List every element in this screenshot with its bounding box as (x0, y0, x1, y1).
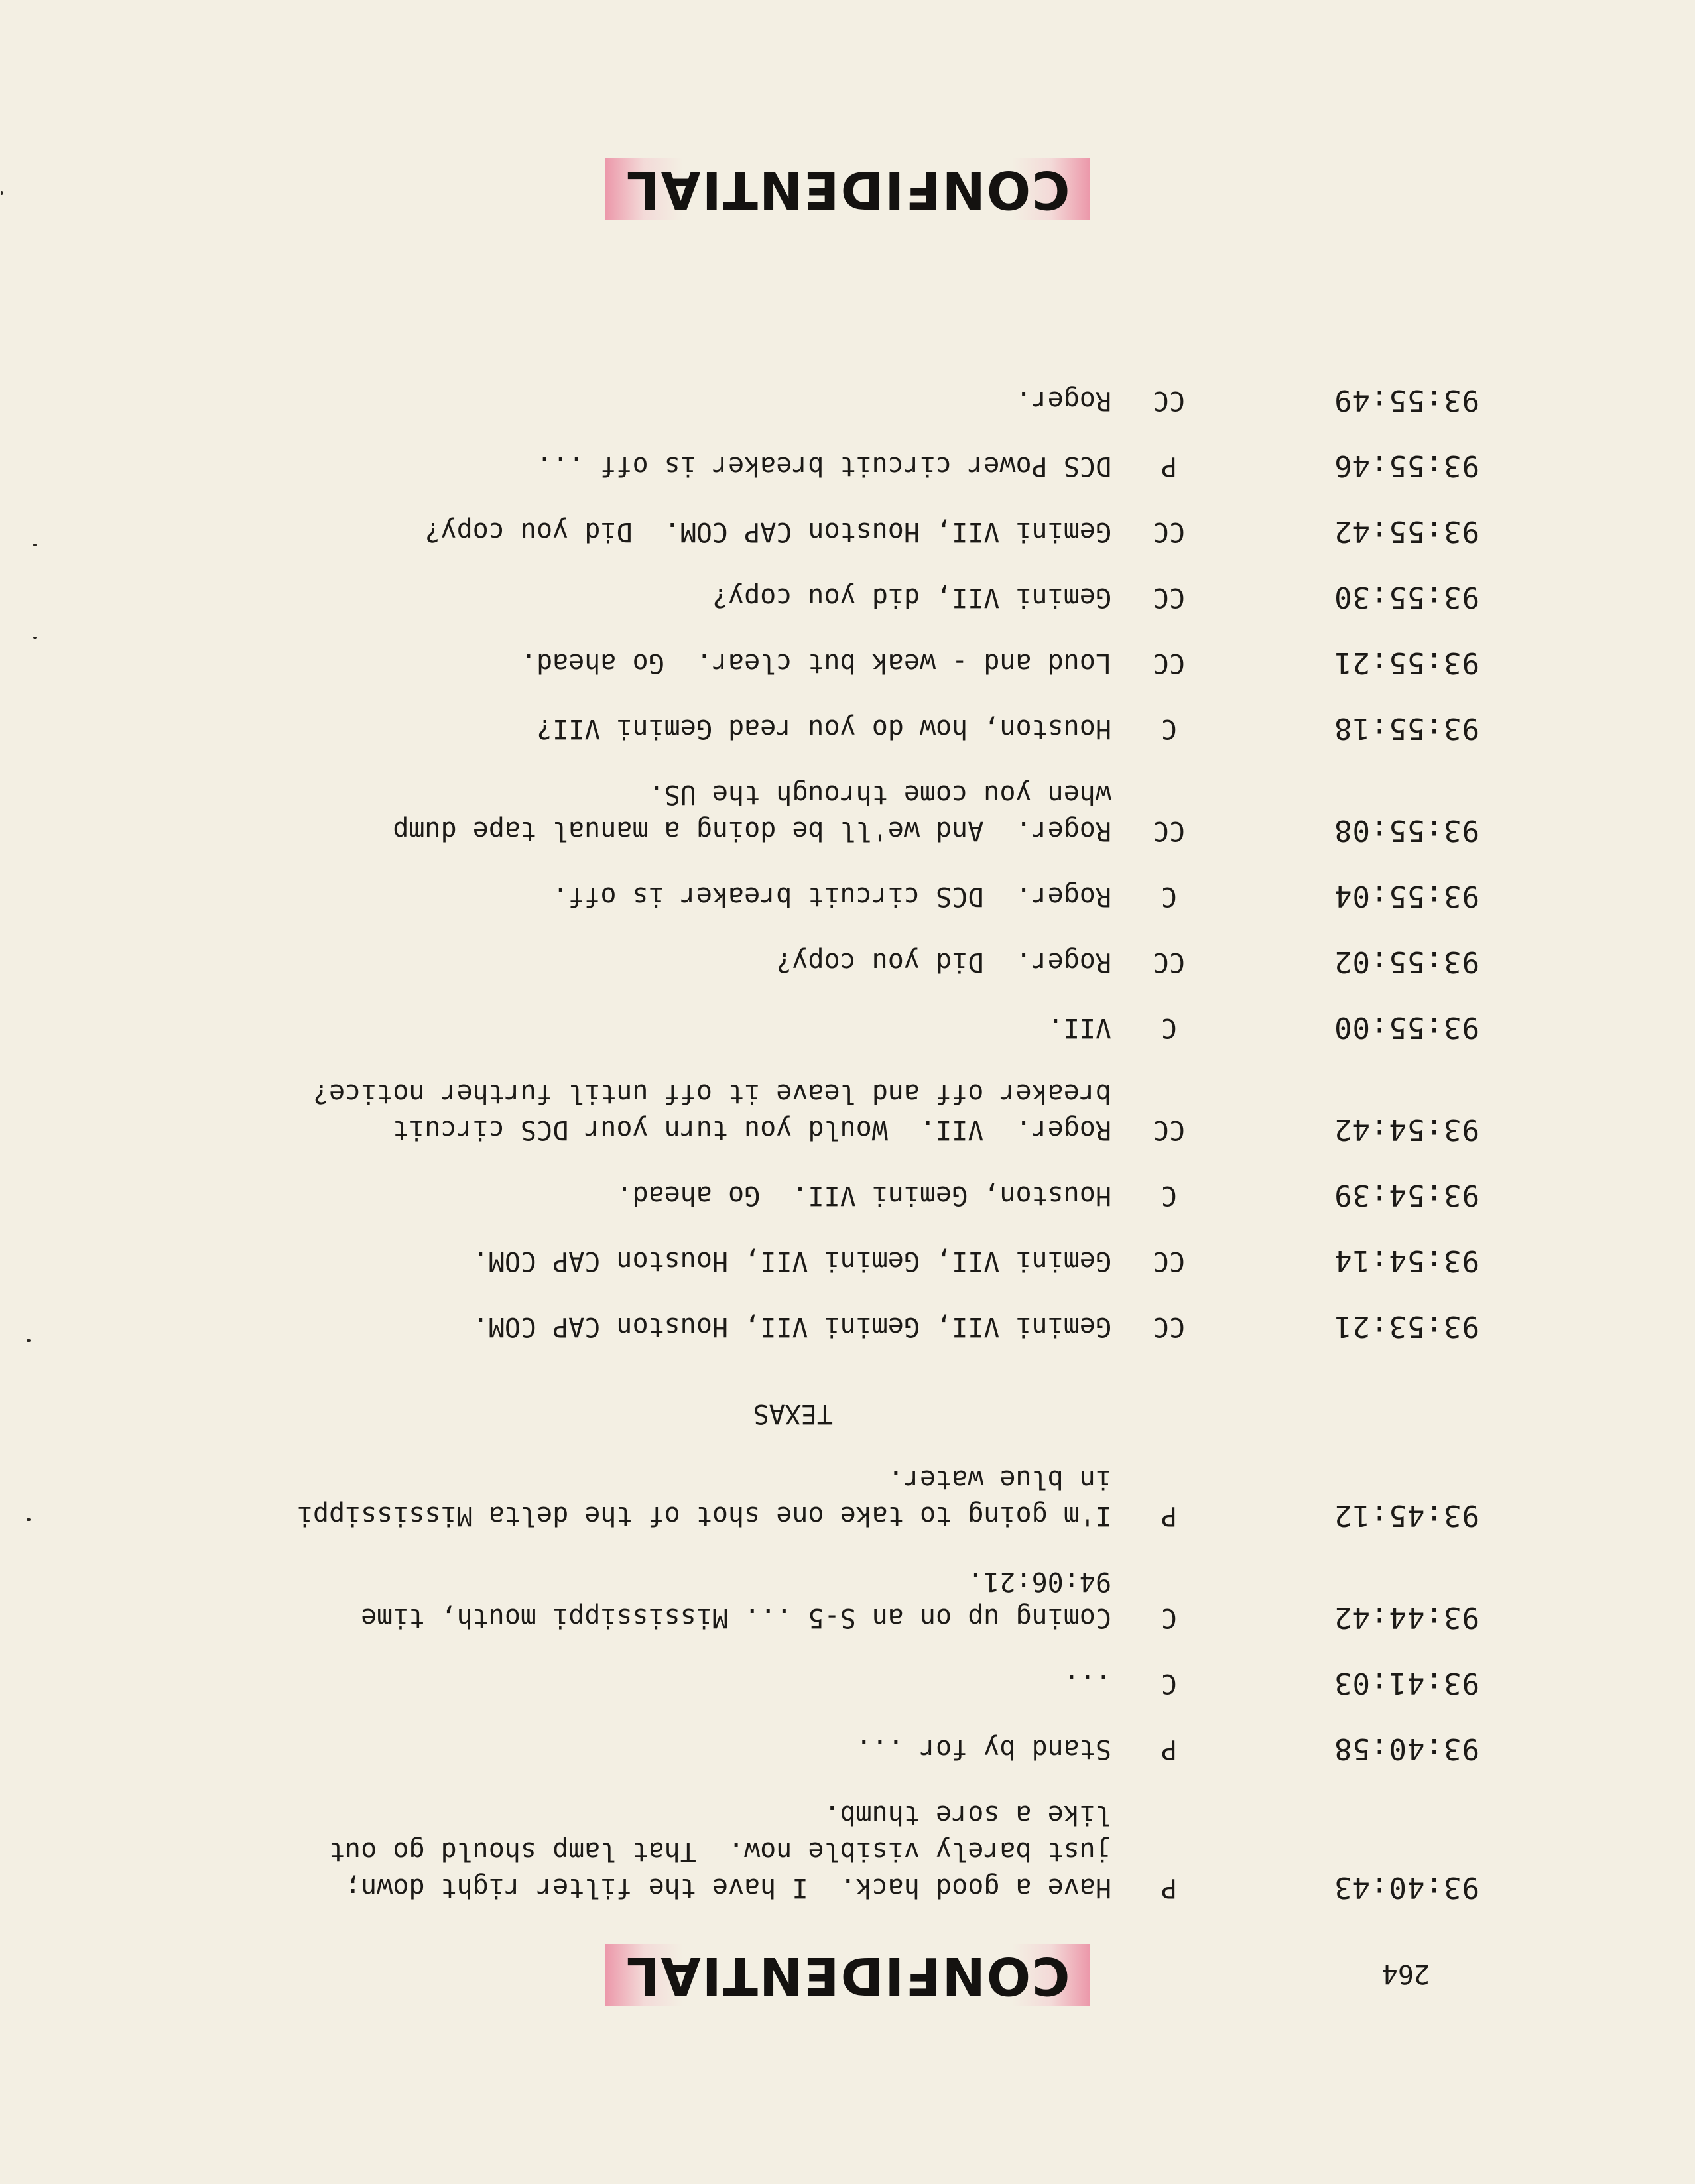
section-title: TEXAS (753, 1398, 833, 1429)
transcript (0, 353, 1695, 1906)
timestamp: 93:55:30 (1334, 580, 1479, 614)
timestamp: 93:55:00 (1334, 1010, 1479, 1044)
confidential-stamp-bottom (0, 158, 1695, 220)
timestamp: 93:55:46 (1334, 449, 1479, 483)
paper-speck (33, 544, 37, 546)
speaker-code: P (1161, 1872, 1178, 1903)
speaker-code: P (1161, 1500, 1178, 1531)
utterance: Roger. Did you copy? (776, 947, 1111, 977)
page-number: 264 (1381, 1959, 1430, 1989)
utterance: Roger. VII. Would you turn your DCS circuit breaker off and leave it off until further notice? (312, 1078, 1111, 1145)
speaker-code: C (1161, 1180, 1178, 1211)
speaker-code: C (1161, 1603, 1178, 1633)
timestamp: 93:44:42 (1334, 1601, 1479, 1634)
transcript-entry (0, 1177, 1695, 1213)
speaker-code: P (1161, 1734, 1178, 1764)
transcript-entry (0, 1009, 1695, 1046)
utterance: Houston, Gemini VII. Go ahead. (616, 1180, 1111, 1211)
timestamp: 93:55:04 (1334, 879, 1479, 913)
utterance: VII. (1047, 1012, 1111, 1043)
timestamp: 93:55:08 (1334, 814, 1479, 847)
utterance: Roger. (1015, 385, 1111, 416)
utterance: Have a good hack. I have the filter right down; just barely visible now. That lamp should go out like a sore thumb. (328, 1799, 1111, 1903)
transcript-entry (0, 644, 1695, 681)
speaker-code: C (1161, 1012, 1178, 1043)
transcript-entry (0, 710, 1695, 747)
transcript-entry (0, 1796, 1695, 1906)
utterance: Roger. DCS circuit breaker is off. (552, 881, 1111, 912)
timestamp: 93:55:02 (1334, 945, 1479, 979)
paper-speck (33, 637, 37, 639)
speaker-code: C (1161, 881, 1178, 912)
utterance: ... (1063, 1668, 1111, 1699)
timestamp: 93:55:21 (1334, 646, 1479, 680)
speaker-code: CC (1153, 385, 1186, 416)
timestamp: 93:45:12 (1334, 1498, 1479, 1532)
speaker-code: P (1161, 451, 1178, 481)
utterance: Houston, how do you read Gemini VII? (536, 713, 1111, 744)
utterance: I'm going to take one shot of the delta Mississippi in blue water. (296, 1464, 1111, 1531)
timestamp: 93:41:03 (1334, 1666, 1479, 1700)
speaker-code: CC (1153, 1115, 1186, 1145)
utterance: Roger. And we'll be doing a manual tape dump when you come through the US. (393, 779, 1111, 846)
timestamp: 93:54:14 (1334, 1244, 1479, 1278)
timestamp: 93:40:43 (1334, 1870, 1479, 1904)
confidential-label: CONFIDENTIAL (605, 158, 1090, 220)
timestamp: 93:55:49 (1334, 383, 1479, 417)
confidential-stamp-top (0, 1944, 1695, 2006)
utterance: Coming up on an S-5 ... Mississippi mouth, time 94:06:21. (361, 1566, 1111, 1633)
transcript-entry (0, 448, 1695, 484)
section-heading (0, 1395, 1695, 1431)
timestamp: 93:55:42 (1334, 515, 1479, 548)
speaker-code: CC (1153, 816, 1186, 846)
transcript-entry (0, 513, 1695, 550)
transcript-entry (0, 878, 1695, 914)
transcript-entry (0, 1075, 1695, 1148)
paper-speck (27, 1339, 31, 1342)
transcript-entry (0, 1243, 1695, 1279)
speaker-code: C (1161, 1668, 1178, 1699)
speaker-code: C (1161, 713, 1178, 744)
confidential-label: CONFIDENTIAL (605, 1944, 1090, 2006)
speaker-code: CC (1153, 947, 1186, 977)
utterance: Gemini VII, Gemini VII, Houston CAP COM. (472, 1246, 1111, 1276)
transcript-entry (0, 1308, 1695, 1345)
transcript-entry (0, 1665, 1695, 1701)
utterance: Gemini VII, Houston CAP COM. Did you copy? (424, 516, 1111, 547)
transcript-entry (0, 382, 1695, 418)
speaker-code: CC (1153, 648, 1186, 678)
transcript-entry (0, 579, 1695, 615)
speaker-code: CC (1153, 1246, 1186, 1276)
utterance: Gemini VII, Gemini VII, Houston CAP COM. (472, 1311, 1111, 1342)
utterance: DCS Power circuit breaker is off ... (536, 451, 1111, 481)
utterance: Stand by for ... (855, 1734, 1111, 1764)
timestamp: 93:53:21 (1334, 1309, 1479, 1343)
transcript-entry (0, 776, 1695, 849)
speaker-code: CC (1153, 516, 1186, 547)
paper-speck (27, 1518, 31, 1521)
transcript-entry (0, 1461, 1695, 1534)
timestamp: 93:55:18 (1334, 711, 1479, 745)
timestamp: 93:54:39 (1334, 1178, 1479, 1212)
timestamp: 93:40:58 (1334, 1732, 1479, 1766)
transcript-entry (0, 943, 1695, 980)
speaker-code: CC (1153, 582, 1186, 613)
transcript-entry (0, 1730, 1695, 1767)
utterance: Loud and - weak but clear. Go ahead. (520, 648, 1111, 678)
paper-speck (1, 191, 3, 195)
speaker-code: CC (1153, 1311, 1186, 1342)
utterance: Gemini VII, did you copy? (712, 582, 1111, 613)
timestamp: 93:54:42 (1334, 1113, 1479, 1146)
transcript-entry (0, 1563, 1695, 1636)
